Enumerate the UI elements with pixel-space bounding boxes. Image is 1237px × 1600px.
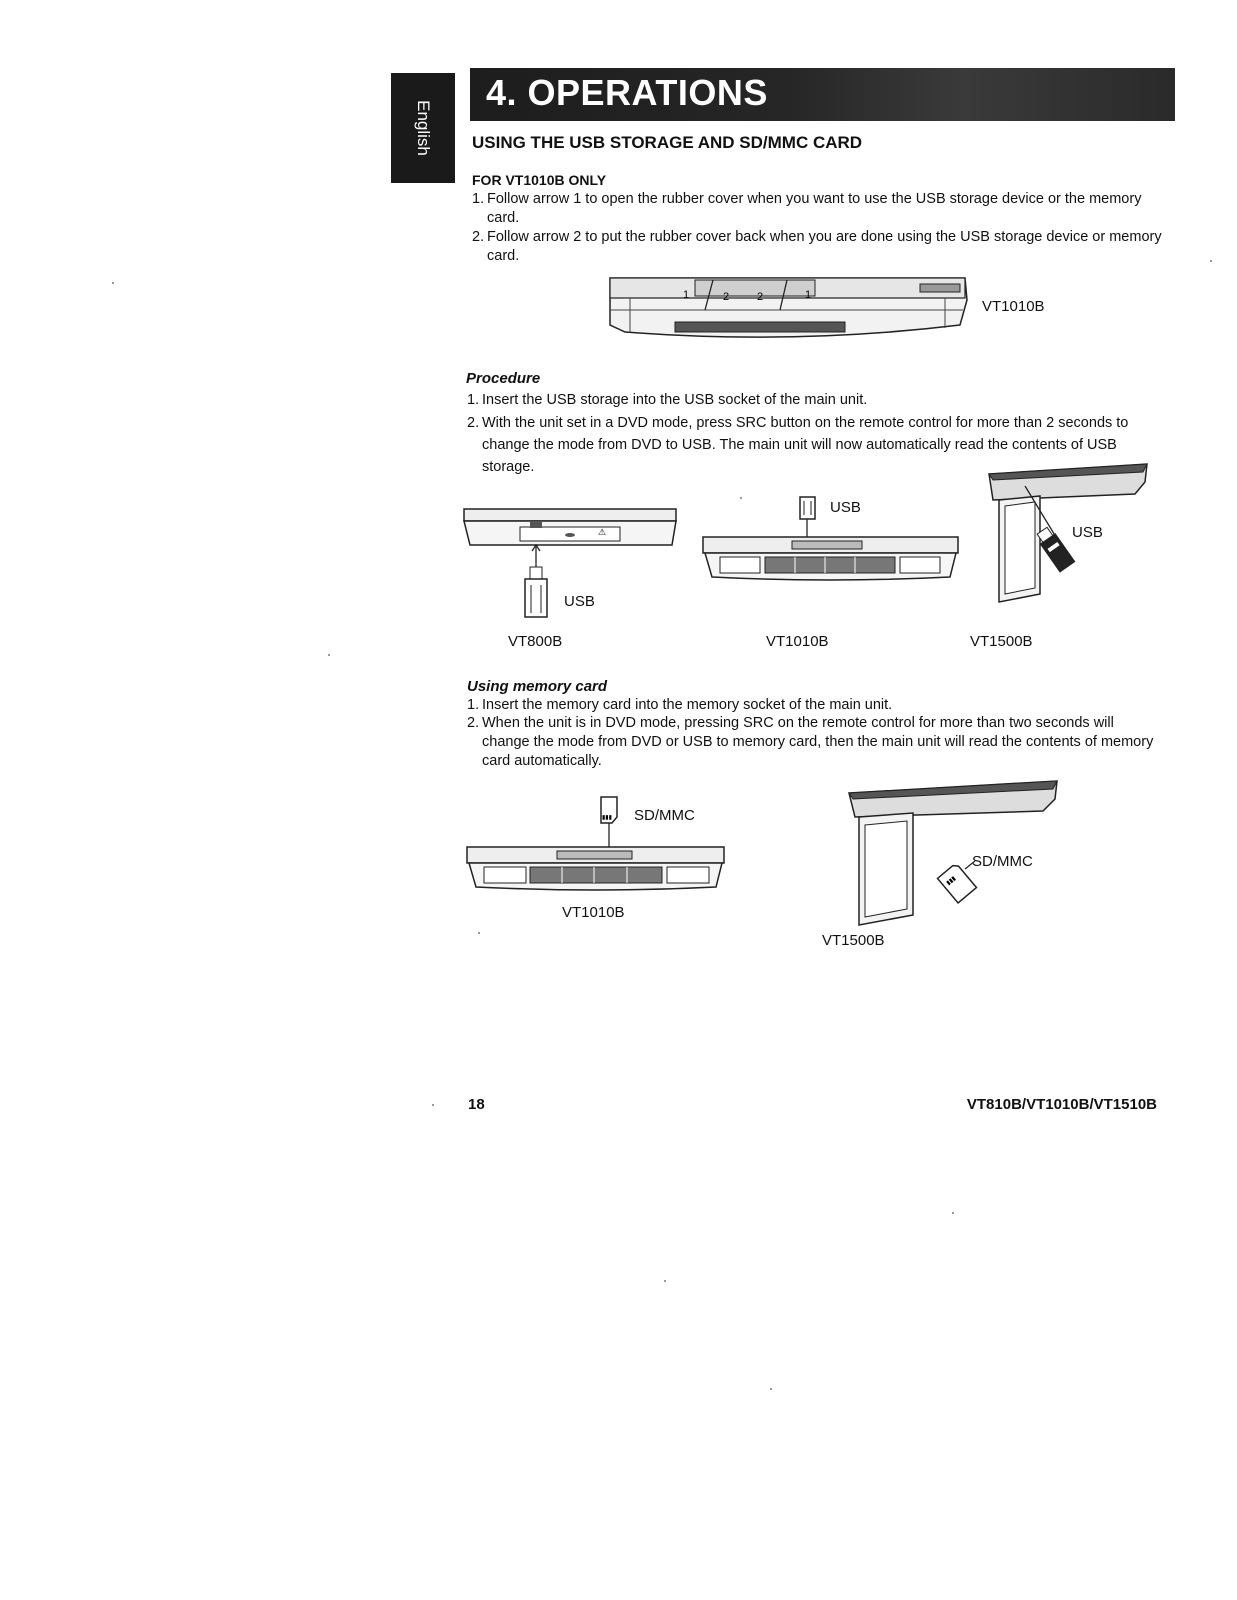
step-text: Insert the memory card into the memory socket of the main unit. [482, 697, 893, 713]
arrow-label: 1 [805, 289, 812, 301]
step-text: Follow arrow 1 to open the rubber cover when you want to use the USB storage device or the memory card. [487, 191, 1142, 226]
vt1010b-cover-illustration [605, 270, 975, 350]
procedure-heading: Procedure [466, 370, 541, 387]
language-tab [391, 73, 455, 183]
sdmmc-callout-vt1500b: SD/MMC [972, 853, 1033, 870]
sdmmc-callout-vt1010b: SD/MMC [634, 807, 695, 824]
usb-callout-vt1500b: USB [1072, 524, 1103, 541]
step-text: When the unit is in DVD mode, pressing SRC on the remote control for more than two seconds will change the mode from DVD or USB to memory card, then the main unit will read the contents of memory card automatically. [482, 715, 1154, 769]
for-only-step-2 [472, 228, 1162, 266]
figure-label-vt1500b-sdmmc: VT1500B [822, 932, 885, 949]
memory-card-step-2 [467, 714, 1157, 771]
memory-card-heading: Using memory card [467, 678, 608, 695]
svg-text:⚠: ⚠ [598, 527, 607, 537]
figure-label-vt1010b-sdmmc: VT1010B [562, 904, 625, 921]
for-only-heading: FOR VT1010B ONLY [472, 172, 607, 188]
scan-speck [478, 932, 480, 934]
arrow-label: 2 [723, 291, 730, 303]
language-tab-label: English [414, 100, 433, 156]
scan-speck [770, 1388, 772, 1390]
svg-text:▮▮▮: ▮▮▮ [945, 875, 958, 887]
scan-speck [1210, 260, 1212, 262]
arrow-label: 1 [683, 289, 690, 301]
step-number: 2. [467, 415, 480, 431]
step-number: 2. [467, 715, 480, 731]
figure-label-vt1010b: VT1010B [982, 298, 1045, 315]
footer-models: VT810B/VT1010B/VT1510B [966, 1096, 1157, 1113]
for-only-step-1 [472, 190, 1162, 228]
step-text: Insert the USB storage into the USB socket of the main unit. [482, 392, 868, 408]
step-number: 2. [472, 229, 485, 245]
figure-label-vt800b: VT800B [508, 633, 563, 650]
figure-label-vt1010b-usb: VT1010B [766, 633, 829, 650]
chapter-title: 4. OPERATIONS [486, 72, 768, 113]
procedure-step-1 [467, 391, 1157, 410]
step-text: Follow arrow 2 to put the rubber cover back when you are done using the USB storage device or memory card. [487, 229, 1162, 264]
scan-speck [664, 1280, 666, 1282]
scan-speck [112, 282, 114, 284]
arrow-label: 2 [757, 291, 764, 303]
scan-speck [328, 654, 330, 656]
step-number: 1. [472, 191, 485, 207]
chapter-title-bar [470, 68, 1175, 121]
page-number: 18 [468, 1096, 485, 1113]
section-heading: USING THE USB STORAGE AND SD/MMC CARD [472, 133, 863, 152]
usb-callout-vt1010b: USB [830, 499, 861, 516]
figure-label-vt1500b: VT1500B [970, 633, 1033, 650]
vt1500b-usb-illustration [985, 460, 1155, 610]
step-number: 1. [467, 697, 480, 713]
scan-speck [952, 1212, 954, 1214]
svg-text:▮▮▮: ▮▮▮ [602, 815, 612, 821]
step-text: With the unit set in a DVD mode, press SRC button on the remote control for more than 2 seconds to change the mode from DVD to USB. The main unit will now automatically read the contents of USB storage. [482, 415, 1129, 475]
scan-speck [432, 1104, 434, 1106]
usb-callout-vt800b: USB [564, 593, 595, 610]
step-number: 1. [467, 392, 480, 408]
scan-speck [740, 497, 742, 499]
memory-card-step-1 [467, 696, 1157, 715]
